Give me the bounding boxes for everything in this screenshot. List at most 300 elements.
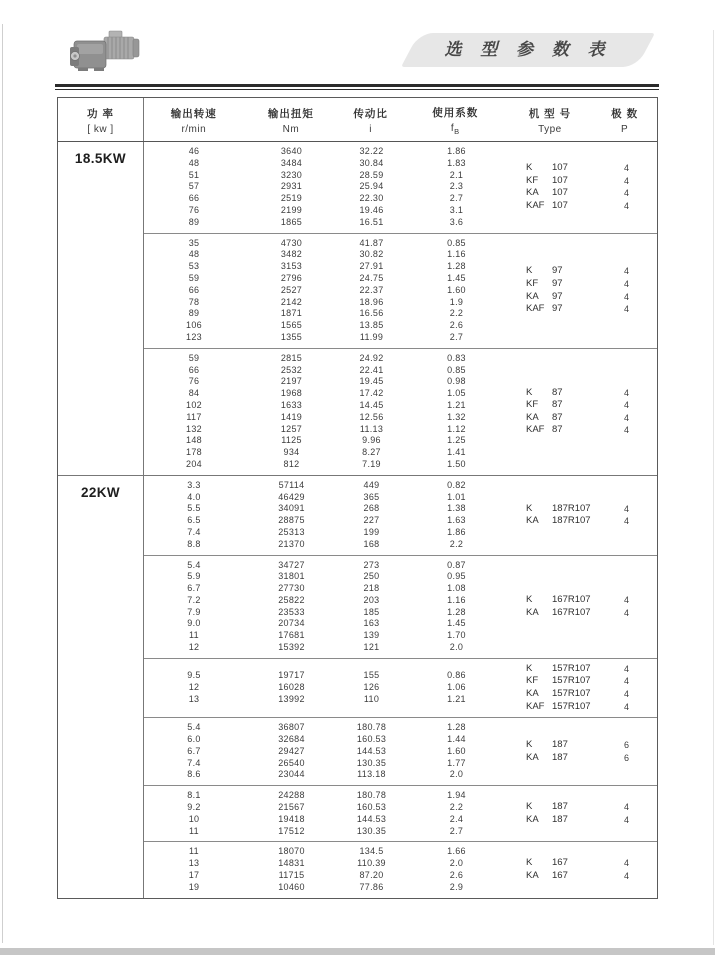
- header-speed-label: 输出转速: [170, 108, 217, 120]
- cell-torque: 3484: [280, 157, 303, 168]
- model-prefix: KF: [526, 399, 539, 411]
- table-row: [144, 595, 509, 607]
- cell-torque: 2532: [280, 364, 303, 375]
- cell-speed: 8.6: [187, 769, 201, 780]
- cell-torque: 1565: [280, 320, 303, 331]
- cell-service-factor: 2.1: [449, 169, 464, 180]
- cell-ratio: 7.19: [362, 458, 381, 469]
- model-row: [526, 412, 659, 425]
- cell-torque: 2142: [280, 296, 303, 307]
- model-type: [526, 663, 594, 676]
- data-rows: [144, 790, 509, 837]
- cell-speed: 59: [188, 272, 200, 283]
- cell-torque: 32684: [278, 734, 305, 745]
- model-type: [526, 303, 594, 316]
- cell-speed: 4.0: [187, 491, 201, 502]
- table-row: [144, 802, 509, 814]
- power-label: 22KW: [80, 484, 121, 500]
- cell-ratio: 110.39: [357, 858, 386, 869]
- model-size: 167R107: [552, 606, 591, 618]
- header-fb-label: 使用系数: [432, 107, 479, 119]
- cell-speed: 89: [188, 216, 200, 227]
- models-list: [509, 594, 659, 619]
- model-poles: 4: [623, 516, 629, 527]
- model-type: [526, 265, 594, 278]
- cell-ratio: 218: [363, 583, 380, 594]
- page-edge-left: [2, 24, 3, 943]
- table-row: [144, 285, 509, 297]
- cell-speed: 51: [188, 169, 200, 180]
- cell-torque: 34091: [278, 503, 305, 514]
- model-row: [526, 752, 659, 765]
- cell-service-factor: 1.32: [447, 411, 466, 422]
- cell-service-factor: 1.05: [447, 388, 466, 399]
- cell-speed: 66: [188, 193, 200, 204]
- data-rows: [144, 238, 509, 344]
- model-poles: 4: [623, 163, 629, 174]
- model-type: [526, 688, 594, 701]
- table-row: [144, 332, 509, 344]
- cell-speed: 13: [188, 858, 200, 869]
- cell-torque: 36807: [278, 722, 305, 733]
- cell-torque: 3482: [280, 249, 303, 260]
- cell-ratio: 16.51: [359, 216, 384, 227]
- page-title: 选 型 参 数 表: [444, 40, 612, 59]
- model-size: 187: [552, 751, 568, 763]
- table-row: [144, 273, 509, 285]
- cell-service-factor: 1.16: [447, 594, 466, 605]
- model-poles: 4: [623, 387, 629, 398]
- cell-speed: 78: [188, 296, 200, 307]
- model-size: 87: [552, 399, 563, 411]
- cell-ratio: 11.13: [359, 423, 384, 434]
- cell-speed: 106: [186, 320, 202, 331]
- header-fb-unit: [451, 123, 460, 136]
- cell-service-factor: 0.87: [447, 559, 466, 570]
- cell-speed: 76: [188, 376, 200, 387]
- model-row: [526, 607, 659, 620]
- model-block: [144, 658, 657, 717]
- model-prefix: KA: [526, 515, 539, 527]
- cell-service-factor: 1.70: [447, 630, 466, 641]
- cell-speed: 19: [188, 881, 200, 892]
- header-poles-label: 极 数: [611, 108, 639, 120]
- model-prefix: K: [526, 662, 533, 674]
- cell-ratio: 155: [363, 670, 380, 681]
- model-block: [144, 348, 657, 475]
- cell-service-factor: 1.41: [447, 447, 466, 458]
- table-row: [144, 170, 509, 182]
- cell-speed: 17: [188, 870, 200, 881]
- cell-ratio: 449: [363, 479, 380, 490]
- table-row: [144, 670, 509, 682]
- model-poles: 4: [623, 689, 629, 700]
- model-size: 187: [552, 801, 568, 813]
- cell-ratio: 203: [363, 594, 380, 605]
- power-cell: [58, 142, 144, 475]
- model-size: 187R107: [552, 515, 591, 527]
- table-row: [144, 527, 509, 539]
- model-poles: 4: [623, 266, 629, 277]
- model-poles: 4: [623, 663, 629, 674]
- model-type: [526, 412, 594, 425]
- cell-service-factor: 1.01: [447, 491, 466, 502]
- model-poles: 4: [623, 701, 629, 712]
- table-row: [144, 238, 509, 250]
- cell-speed: 84: [188, 388, 200, 399]
- cell-speed: 9.0: [187, 618, 201, 629]
- data-rows: [144, 353, 509, 471]
- table-row: [144, 459, 509, 471]
- model-poles: 6: [623, 752, 629, 763]
- model-row: [526, 187, 659, 200]
- model-type: [526, 870, 594, 883]
- cell-ratio: 19.45: [359, 376, 384, 387]
- cell-ratio: 160.53: [356, 802, 387, 813]
- cell-torque: 2796: [280, 272, 303, 283]
- models-list: [509, 265, 659, 315]
- table-row: [144, 630, 509, 642]
- header-poles: [592, 98, 657, 141]
- model-block: [144, 555, 657, 658]
- cell-torque: 18070: [278, 846, 305, 857]
- table-row: [144, 480, 509, 492]
- cell-torque: 1257: [280, 423, 303, 434]
- data-rows: [144, 560, 509, 654]
- cell-ratio: 24.75: [359, 272, 384, 283]
- model-row: [526, 265, 659, 278]
- table-row: [144, 722, 509, 734]
- cell-torque: 1355: [280, 331, 303, 342]
- model-poles: 4: [623, 291, 629, 302]
- cell-torque: 10460: [278, 881, 305, 892]
- gearmotor-photo: [62, 28, 147, 81]
- cell-speed: 123: [186, 331, 202, 342]
- gearmotor-illustration: [62, 28, 147, 76]
- cell-torque: 1968: [280, 388, 303, 399]
- model-row: [526, 594, 659, 607]
- cell-service-factor: 1.06: [447, 682, 466, 693]
- models-list: [509, 857, 659, 882]
- cell-ratio: 22.41: [359, 364, 384, 375]
- cell-torque: 20734: [278, 618, 305, 629]
- model-poles: 6: [623, 740, 629, 751]
- model-type: [526, 739, 594, 752]
- data-rows: [144, 722, 509, 781]
- header-poles-unit: P: [621, 124, 629, 135]
- cell-torque: 25822: [278, 594, 305, 605]
- table-row: [144, 308, 509, 320]
- model-size: 107: [552, 187, 568, 199]
- cell-torque: 17681: [278, 630, 305, 641]
- cell-service-factor: 1.94: [447, 790, 466, 801]
- cell-ratio: 227: [363, 515, 380, 526]
- cell-speed: 7.2: [187, 594, 201, 605]
- table-row: [144, 607, 509, 619]
- model-poles: 4: [623, 503, 629, 514]
- cell-speed: 35: [188, 237, 200, 248]
- table-row: [144, 492, 509, 504]
- model-type: [526, 278, 594, 291]
- header-type-label: 机 型 号: [528, 108, 572, 120]
- table-row: [144, 193, 509, 205]
- model-type: [526, 814, 594, 827]
- cell-ratio: 144.53: [356, 745, 387, 756]
- cell-ratio: 77.86: [359, 881, 384, 892]
- cell-torque: 2197: [280, 376, 303, 387]
- model-poles: 4: [623, 871, 629, 882]
- model-size: 97: [552, 278, 563, 290]
- cell-torque: 16028: [278, 682, 305, 693]
- table-row: [144, 249, 509, 261]
- cell-ratio: 126: [363, 682, 380, 693]
- cell-speed: 11: [189, 825, 199, 836]
- cell-torque: 812: [283, 458, 300, 469]
- table-row: [144, 205, 509, 217]
- model-prefix: KF: [526, 675, 539, 687]
- cell-speed: 8.1: [187, 790, 201, 801]
- cell-ratio: 268: [363, 503, 380, 514]
- cell-speed: 11: [189, 846, 199, 857]
- cell-speed: 11: [189, 630, 199, 641]
- model-type: [526, 291, 594, 304]
- cell-speed: 132: [186, 423, 202, 434]
- model-row: [526, 857, 659, 870]
- cell-speed: 7.9: [187, 606, 201, 617]
- model-poles: 4: [623, 858, 629, 869]
- model-row: [526, 387, 659, 400]
- header-type-unit: Type: [538, 124, 562, 135]
- cell-speed: 59: [188, 352, 200, 363]
- models-list: [509, 387, 659, 437]
- cell-torque: 21567: [278, 802, 305, 813]
- table-row: [144, 826, 509, 838]
- table-row: [144, 297, 509, 309]
- model-poles: 4: [623, 304, 629, 315]
- model-block: [144, 717, 657, 785]
- cell-service-factor: 1.28: [447, 261, 466, 272]
- cell-torque: 27730: [278, 583, 305, 594]
- cell-ratio: 87.20: [359, 870, 384, 881]
- model-type: [526, 424, 594, 437]
- cell-service-factor: 3.1: [449, 204, 464, 215]
- cell-ratio: 28.59: [359, 169, 384, 180]
- table-row: [144, 560, 509, 572]
- cell-service-factor: 1.45: [447, 272, 466, 283]
- divider-thick-line: [55, 84, 659, 87]
- model-row: [526, 200, 659, 213]
- cell-speed: 5.4: [187, 722, 201, 733]
- cell-speed: 5.5: [187, 503, 201, 514]
- table-row: [144, 181, 509, 193]
- table-row: [144, 435, 509, 447]
- table-row: [144, 424, 509, 436]
- cell-speed: 48: [188, 249, 200, 260]
- cell-speed: 117: [186, 411, 202, 422]
- cell-service-factor: 0.85: [447, 237, 466, 248]
- table-row: [144, 503, 509, 515]
- cell-service-factor: 1.12: [447, 423, 466, 434]
- table-row: [144, 858, 509, 870]
- cell-ratio: 168: [363, 538, 380, 549]
- model-row: [526, 701, 659, 714]
- model-row: [526, 175, 659, 188]
- model-row: [526, 399, 659, 412]
- cell-service-factor: 1.86: [447, 526, 466, 537]
- cell-service-factor: 1.77: [447, 757, 466, 768]
- cell-speed: 6.7: [187, 583, 201, 594]
- page-edge-bottom: [0, 948, 715, 955]
- cell-service-factor: 2.0: [449, 769, 464, 780]
- cell-ratio: 22.37: [359, 284, 384, 295]
- cell-service-factor: 1.08: [447, 583, 466, 594]
- power-cell: [58, 476, 144, 898]
- model-prefix: KA: [526, 813, 539, 825]
- data-rows: [144, 146, 509, 229]
- cell-ratio: 130.35: [356, 757, 387, 768]
- model-size: 157R107: [552, 675, 591, 687]
- cell-service-factor: 1.28: [447, 606, 466, 617]
- cell-service-factor: 2.2: [449, 308, 464, 319]
- table-row: [144, 571, 509, 583]
- model-prefix: KA: [526, 187, 539, 199]
- cell-speed: 7.4: [187, 526, 201, 537]
- table-row: [144, 642, 509, 654]
- cell-service-factor: 1.25: [447, 435, 466, 446]
- model-row: [526, 515, 659, 528]
- cell-ratio: 22.30: [359, 193, 384, 204]
- model-block: [144, 233, 657, 348]
- header-output-torque: [244, 98, 339, 141]
- cell-service-factor: 0.82: [447, 479, 466, 490]
- model-size: 167: [552, 870, 568, 882]
- cell-service-factor: 2.4: [449, 813, 464, 824]
- cell-ratio: 199: [363, 526, 380, 537]
- table-row: [144, 261, 509, 273]
- cell-torque: 3640: [280, 146, 303, 156]
- cell-service-factor: 1.50: [447, 458, 466, 469]
- cell-ratio: 180.78: [356, 790, 387, 801]
- cell-torque: 2931: [280, 181, 303, 192]
- cell-torque: 14831: [278, 858, 305, 869]
- cell-speed: 6.0: [187, 734, 201, 745]
- model-prefix: KA: [526, 751, 539, 763]
- cell-speed: 66: [188, 284, 200, 295]
- model-prefix: K: [526, 857, 533, 869]
- table-row: [144, 320, 509, 332]
- model-poles: 4: [623, 175, 629, 186]
- model-size: 157R107: [552, 662, 591, 674]
- cell-torque: 934: [283, 447, 300, 458]
- model-size: 157R107: [552, 700, 591, 712]
- table-row: [144, 539, 509, 551]
- model-poles: 4: [623, 412, 629, 423]
- power-section: [58, 475, 657, 898]
- models-list: [509, 162, 659, 212]
- cell-service-factor: 2.9: [449, 881, 464, 892]
- model-size: 97: [552, 290, 563, 302]
- cell-speed: 7.4: [187, 757, 201, 768]
- model-prefix: KA: [526, 870, 539, 882]
- cell-torque: 46429: [278, 491, 305, 502]
- cell-torque: 17512: [278, 825, 305, 836]
- model-poles: 4: [623, 279, 629, 290]
- cell-torque: 1125: [281, 435, 302, 446]
- table-row: [144, 146, 509, 158]
- cell-ratio: 144.53: [356, 813, 387, 824]
- cell-speed: 5.4: [187, 559, 201, 570]
- table-row: [144, 758, 509, 770]
- model-prefix: KA: [526, 290, 539, 302]
- model-row: [526, 663, 659, 676]
- data-rows: [144, 670, 509, 705]
- model-prefix: K: [526, 386, 533, 398]
- model-size: 167R107: [552, 594, 591, 606]
- model-poles: 4: [623, 425, 629, 436]
- cell-torque: 23044: [278, 769, 305, 780]
- table-row: [144, 353, 509, 365]
- model-size: 187R107: [552, 502, 591, 514]
- cell-ratio: 113.18: [357, 769, 386, 780]
- model-prefix: KAF: [526, 424, 545, 436]
- model-type: [526, 607, 594, 620]
- table-row: [144, 746, 509, 758]
- model-type: [526, 503, 594, 516]
- model-poles: 4: [623, 595, 629, 606]
- power-section: [58, 142, 657, 475]
- model-poles: 4: [623, 814, 629, 825]
- cell-service-factor: 2.3: [449, 181, 464, 192]
- model-size: 87: [552, 424, 563, 436]
- model-prefix: KA: [526, 606, 539, 618]
- page-title-banner: [398, 33, 658, 67]
- cell-service-factor: 1.86: [447, 146, 466, 156]
- cell-ratio: 250: [363, 571, 380, 582]
- cell-speed: 178: [186, 447, 202, 458]
- cell-torque: 2527: [280, 284, 303, 295]
- model-size: 107: [552, 199, 568, 211]
- cell-speed: 10: [188, 813, 200, 824]
- cell-ratio: 121: [363, 642, 380, 653]
- model-prefix: KAF: [526, 199, 545, 211]
- cell-speed: 3.3: [187, 479, 201, 490]
- model-row: [526, 814, 659, 827]
- model-size: 87: [552, 411, 563, 423]
- model-row: [526, 675, 659, 688]
- models-list: [509, 503, 659, 528]
- cell-speed: 9.5: [187, 670, 201, 681]
- header-ratio-unit: i: [369, 124, 372, 135]
- cell-ratio: 185: [363, 606, 380, 617]
- cell-speed: 102: [186, 399, 202, 410]
- cell-ratio: 365: [363, 491, 380, 502]
- cell-ratio: 30.84: [359, 157, 384, 168]
- cell-speed: 6.7: [187, 745, 201, 756]
- cell-torque: 19717: [278, 670, 305, 681]
- cell-service-factor: 1.21: [447, 399, 466, 410]
- model-type: [526, 752, 594, 765]
- model-prefix: KA: [526, 411, 539, 423]
- model-row: [526, 278, 659, 291]
- model-size: 107: [552, 174, 568, 186]
- cell-speed: 204: [186, 458, 202, 469]
- cell-service-factor: 2.0: [449, 642, 464, 653]
- cell-service-factor: 1.60: [447, 284, 466, 295]
- table-row: [144, 412, 509, 424]
- cell-speed: 48: [188, 157, 200, 168]
- model-prefix: K: [526, 265, 533, 277]
- cell-ratio: 273: [363, 559, 380, 570]
